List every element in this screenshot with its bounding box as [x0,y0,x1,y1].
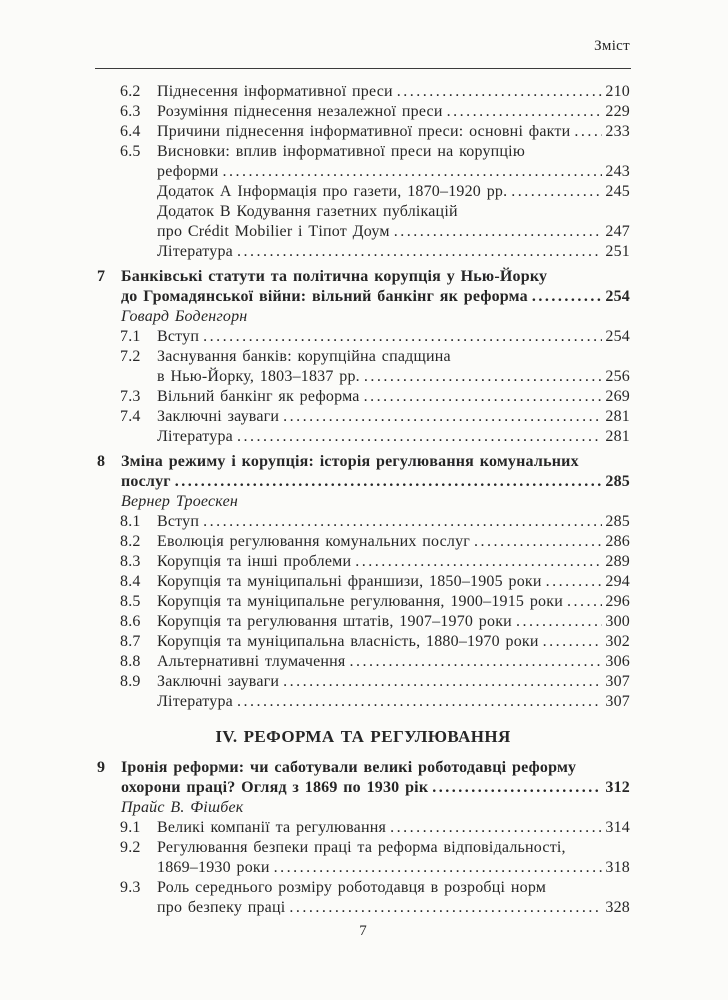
entry-title: послуг [121,473,171,490]
toc-entry [96,612,630,632]
dot-leader [447,102,603,122]
toc-entry [96,818,630,838]
entry-title: Вступ [157,328,200,345]
toc-entry [96,838,630,878]
dot-leader [532,287,603,307]
toc-entry [96,102,630,122]
dot-leader [390,818,602,838]
dot-leader [516,612,602,632]
page-number: 229 [605,103,630,120]
toc-line [96,778,630,798]
dot-leader [364,367,603,387]
entry-title: охорони праці? Огляд з 1869 по 1930 рік [121,779,429,796]
entry-number: 9.3 [120,879,141,896]
toc-line [96,758,630,778]
dot-leader [394,222,603,242]
dot-leader [274,858,603,878]
entry-title: Заключні зауваги [157,673,280,690]
dot-leader [574,122,602,142]
entry-title: в Нью-Йорку, 1803–1837 рр. [157,368,360,385]
running-head-title: Зміст [594,38,630,54]
entry-title: Корупція та інші проблеми [157,553,352,570]
toc-line [96,427,630,447]
entry-number: 6.5 [120,143,141,160]
toc-line [96,838,630,858]
dot-leader [567,592,602,612]
toc-line [96,472,630,492]
toc-line [96,222,630,242]
entry-number: 7.4 [120,408,141,425]
page-number: 269 [605,388,630,405]
entry-number: 6.4 [120,123,141,140]
page-number: 286 [605,533,630,550]
toc-entry [96,407,630,427]
entry-title: Іронія реформи: чи саботували великі роботодавці реформу [121,759,577,776]
entry-title: Причини піднесення інформативної преси: основні факти [157,123,571,140]
toc-line [96,407,630,427]
entry-title: Розуміння піднесення незалежної преси [157,103,443,120]
dot-leader [432,778,602,798]
entry-title: Додаток В Кодування газетних публікацій [157,203,458,220]
toc-line [96,858,630,878]
toc-chapter-entry [96,452,630,492]
toc-line [96,818,630,838]
dot-leader [349,652,602,672]
toc-line [96,267,630,287]
toc-line [96,327,630,347]
entry-title: до Громадянської війни: вільний банкінг як реформа [121,288,528,305]
dot-leader [237,427,602,447]
page-number: 296 [605,593,630,610]
entry-title: Література [157,428,233,445]
entry-title: Альтернативні тлумачення [157,653,346,670]
entry-number: 6.3 [120,103,141,120]
page-number: 312 [605,779,630,796]
toc-entry [96,122,630,142]
entry-title: Великі компанії та регулювання [157,819,387,836]
toc-line [96,898,630,918]
entry-title: Висновки: вплив інформативної преси на корупцію [157,143,525,160]
toc-line [96,452,630,472]
dot-leader [203,327,602,347]
entry-title: Заключні зауваги [157,408,280,425]
toc-line [96,612,630,632]
entry-number: 7.2 [120,348,141,365]
entry-number: 8.1 [120,513,141,530]
page-number: 256 [605,368,630,385]
page-number: 289 [605,553,630,570]
page-number: 254 [605,288,630,305]
page-number: 318 [605,859,630,876]
toc-line [96,347,630,367]
toc-entry [96,142,630,182]
dot-leader [203,512,602,532]
entry-title: про Crédit Mobilier і Тіпот Доум [157,223,390,240]
entry-number: 7.3 [120,388,141,405]
entry-number: 6.2 [120,83,141,100]
page-number: 281 [605,428,630,445]
dot-leader [237,692,602,712]
page-number: 251 [605,243,630,260]
dot-leader [223,162,603,182]
entry-number: 8.7 [120,633,141,650]
toc-line [96,82,630,102]
entry-number: 7.1 [120,328,141,345]
page-number: 247 [605,223,630,240]
toc-line [96,102,630,122]
toc-entry [96,427,630,447]
entry-number: 8.3 [120,553,141,570]
dot-leader [397,82,603,102]
entry-number: 9 [97,759,106,776]
header-rule [95,68,631,69]
toc-line [96,367,630,387]
toc-entry [96,592,630,612]
entry-title: Література [157,693,233,710]
page-number: 307 [605,693,630,710]
author-line [96,492,630,512]
dot-leader [355,552,602,572]
entry-number: 8.8 [120,653,141,670]
entry-title: Корупція та муніципальні франшизи, 1850–1905 роки [157,573,542,590]
toc-line [96,532,630,552]
page-number: 300 [605,613,630,630]
toc-entry [96,672,630,692]
entry-number: 8.5 [120,593,141,610]
toc-line [96,652,630,672]
page-number: 314 [605,819,630,836]
page-number: 328 [605,899,630,916]
part-heading-text: IV. РЕФОРМА ТА РЕГУЛЮВАННЯ [215,727,511,746]
page-number: 254 [605,328,630,345]
toc-line [96,492,630,512]
entry-number: 7 [97,268,106,285]
entry-title: Корупція та муніципальне регулювання, 1900–1915 роки [157,593,563,610]
dot-leader [289,898,602,918]
toc-line [96,552,630,572]
toc-entry [96,242,630,262]
toc-entry [96,347,630,387]
entry-title: про безпеку праці [157,899,286,916]
toc-line [96,122,630,142]
entry-number: 9.2 [120,839,141,856]
toc-line [96,798,630,818]
toc-list [96,82,630,918]
page-number: 245 [605,183,630,200]
entry-number: 9.1 [120,819,141,836]
dot-leader [364,387,603,407]
toc-line [96,878,630,898]
dot-leader [543,632,603,652]
toc-entry [96,532,630,552]
author-name: Говард Боденгорн [121,308,248,325]
entry-title: Додаток А Інформація про газети, 1870–1920 рр. [157,183,508,200]
entry-title: Зміна режиму і корупція: історія регулювання комунальних [121,453,579,470]
page-number: 243 [605,163,630,180]
page-number: 307 [605,673,630,690]
toc-line [96,727,630,747]
toc-line [96,572,630,592]
entry-title: Вільний банкінг як реформа [157,388,360,405]
toc-entry [96,632,630,652]
entry-title: Регулювання безпеки праці та реформа відповідальності, [157,839,566,856]
author-name: Прайс В. Фішбек [121,799,244,816]
dot-leader [474,532,602,552]
entry-title: Банківські статути та політична корупція у Нью-Йорку [121,268,548,285]
page-number: 302 [605,633,630,650]
toc-entry [96,512,630,532]
entry-title: Корупція та муніципальна власність, 1880–1970 роки [157,633,539,650]
author-line [96,307,630,327]
entry-title: Корупція та регулювання штатів, 1907–1970 роки [157,613,512,630]
toc-line [96,242,630,262]
dot-leader [546,572,603,592]
page-number: 285 [605,473,630,490]
entry-title: Література [157,243,233,260]
page-number: 210 [605,83,630,100]
toc-entry [96,692,630,712]
entry-title: 1869–1930 роки [157,859,270,876]
toc-line [96,387,630,407]
toc-entry [96,572,630,592]
author-name: Вернер Троескен [121,493,239,510]
entry-title: Роль середнього розміру роботодавця в розробці норм [157,879,547,896]
dot-leader [283,672,602,692]
page-number: 306 [605,653,630,670]
toc-entry [96,202,630,242]
page-number: 233 [605,123,630,140]
folio-page-number: 7 [359,923,367,939]
entry-number: 8.9 [120,673,141,690]
entry-title: реформи [157,163,219,180]
entry-number: 8.2 [120,533,141,550]
toc-entry [96,327,630,347]
dot-leader [175,472,603,492]
toc-entry [96,82,630,102]
toc-line [96,202,630,222]
page-number: 285 [605,513,630,530]
page-number: 281 [605,408,630,425]
entry-number: 8 [97,453,106,470]
toc-entry [96,552,630,572]
entry-number: 8.4 [120,573,141,590]
toc-line [96,307,630,327]
entry-title: Вступ [157,513,200,530]
dot-leader [283,407,602,427]
toc-line [96,512,630,532]
entry-number: 8.6 [120,613,141,630]
toc-entry [96,878,630,918]
toc-entry [96,387,630,407]
author-line [96,798,630,818]
entry-title: Еволюція регулювання комунальних послуг [157,533,471,550]
dot-leader [511,182,602,202]
toc-entry [96,182,630,202]
dot-leader [237,242,602,262]
entry-title: Піднесення інформативної преси [157,83,393,100]
toc-line [96,632,630,652]
toc-line [96,592,630,612]
part-heading [96,727,630,747]
toc-chapter-entry [96,758,630,798]
toc-line [96,142,630,162]
toc-line [96,182,630,202]
toc-line [96,162,630,182]
toc-chapter-entry [96,267,630,307]
entry-title: Заснування банків: корупційна спадщина [157,348,451,365]
toc-line [96,287,630,307]
toc-entry [96,652,630,672]
toc-line [96,692,630,712]
toc-line [96,672,630,692]
page-number: 294 [605,573,630,590]
